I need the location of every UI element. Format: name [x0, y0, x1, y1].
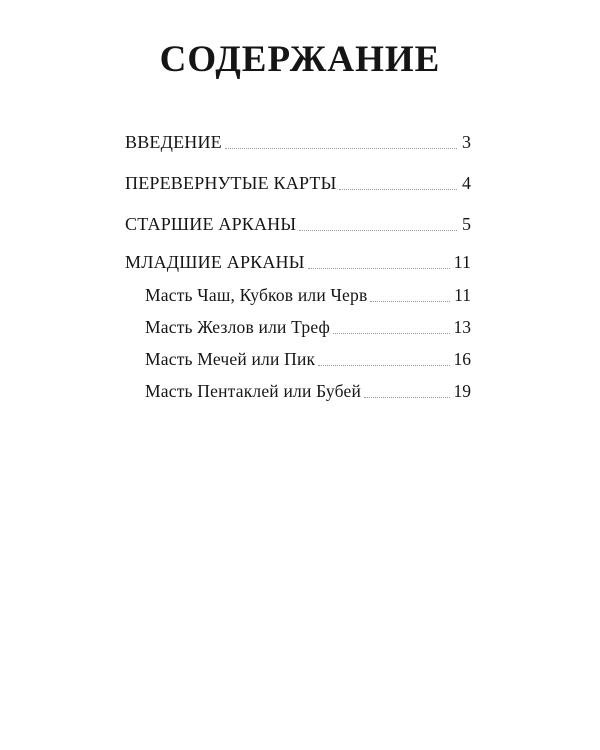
toc-entry-reversed-cards[interactable]	[125, 163, 471, 204]
table-of-contents	[125, 122, 471, 407]
toc-entry-label: ПЕРЕВЕРНУТЫЕ КАРТЫ	[125, 173, 337, 193]
dot-leader	[333, 333, 449, 334]
toc-page-number: 5	[462, 214, 471, 234]
toc-page-number: 4	[462, 173, 471, 193]
toc-subentry-cups[interactable]	[125, 279, 471, 311]
dot-leader	[299, 230, 457, 231]
toc-entry-label: ВВЕДЕНИЕ	[125, 132, 222, 152]
toc-page-number: 3	[462, 132, 471, 152]
toc-subentry-swords[interactable]	[125, 343, 471, 375]
toc-entry-label: СТАРШИЕ АРКАНЫ	[125, 214, 297, 234]
toc-page-number: 16	[453, 349, 471, 369]
dot-leader	[225, 148, 457, 149]
toc-entry-minor-arcana[interactable]	[125, 245, 471, 279]
toc-subentry-label: Масть Мечей или Пик	[145, 349, 316, 369]
toc-page-number: 19	[453, 381, 471, 401]
toc-entry-major-arcana[interactable]	[125, 204, 471, 245]
dot-leader	[339, 189, 457, 190]
toc-entry-label: МЛАДШИЕ АРКАНЫ	[125, 252, 305, 272]
toc-subentry-pentacles[interactable]	[125, 375, 471, 407]
toc-subentry-label: Масть Пентаклей или Бубей	[145, 381, 362, 401]
toc-page-number: 11	[453, 252, 471, 272]
toc-subentry-label: Масть Жезлов или Треф	[145, 317, 331, 337]
toc-subentry-label: Масть Чаш, Кубков или Черв	[145, 285, 368, 305]
dot-leader	[318, 365, 449, 366]
toc-page-number: 13	[453, 317, 471, 337]
toc-entry-introduction[interactable]	[125, 122, 471, 163]
dot-leader	[308, 268, 450, 269]
dot-leader	[370, 301, 450, 302]
page-title: СОДЕРЖАНИЕ	[159, 39, 441, 80]
toc-subentry-wands[interactable]	[125, 311, 471, 343]
dot-leader	[364, 397, 449, 398]
toc-page-number: 11	[454, 285, 471, 305]
